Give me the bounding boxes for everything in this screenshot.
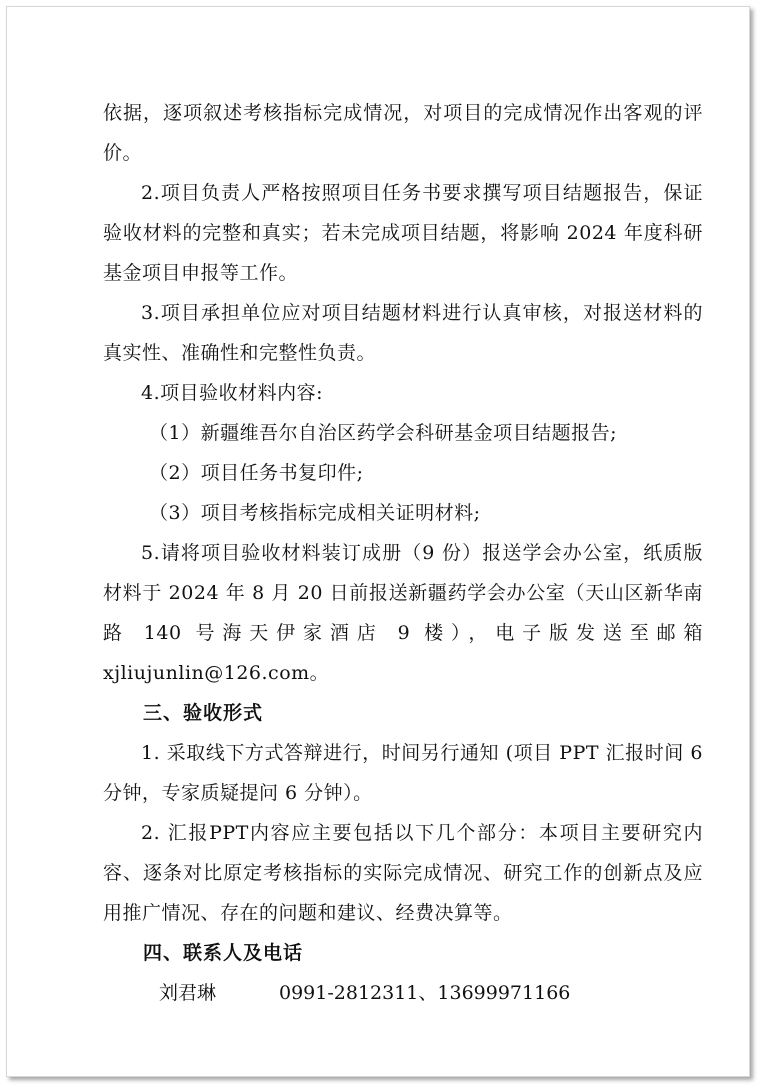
contact-phones: 0991-2812311、13699971166 [279, 982, 571, 1004]
list-item: （2）项目任务书复印件; [149, 462, 364, 484]
list-item: （1）新疆维吾尔自治区药学会科研基金项目结题报告; [149, 422, 617, 444]
paragraph-item-3: 3.项目承担单位应对项目结题材料进行认真审核，对报送材料的真实性、准确性和完整性负责。 [103, 302, 703, 364]
paragraph-item-2: 2.项目负责人严格按照项目任务书要求撰写项目结题报告，保证验收材料的完整和真实；若未完成项目结题，将影响 2024 年度科研基金项目申报等工作。 [103, 182, 703, 284]
document-page [6, 6, 750, 1077]
paragraph-item-4: 4.项目验收材料内容: [141, 382, 324, 404]
paragraph-item-5: 5.请将项目验收材料装订成册（9 份）报送学会办公室，纸质版材料于 2024 年 8 月 20 日前报送新疆药学会办公室（天山区新华南路 140 号海天伊家酒店 9 楼），电子版发送至邮箱xjliujunlin@126.com。 [103, 542, 703, 684]
section-heading-contact: 四、联系人及电话 [143, 942, 304, 964]
list-item: （3）项目考核指标完成相关证明材料; [149, 502, 481, 524]
section-heading-acceptance-format: 三、验收形式 [143, 702, 264, 724]
contact-line [103, 973, 703, 1013]
contact-name: 刘君琳 [159, 982, 217, 1004]
document-body [103, 93, 703, 1013]
paragraph-continuation: 依据，逐项叙述考核指标完成情况，对项目的完成情况作出客观的评价。 [103, 102, 703, 164]
acceptance-item-1: 1. 采取线下方式答辩进行，时间另行通知 (项目 PPT 汇报时间 6 分钟，专家质疑提问 6 分钟）。 [103, 742, 703, 804]
acceptance-item-2: 2. 汇报PPT内容应主要包括以下几个部分：本项目主要研究内容、逐条对比原定考核指标的实际完成情况、研究工作的创新点及应用推广情况、存在的问题和建议、经费决算等。 [103, 822, 703, 924]
